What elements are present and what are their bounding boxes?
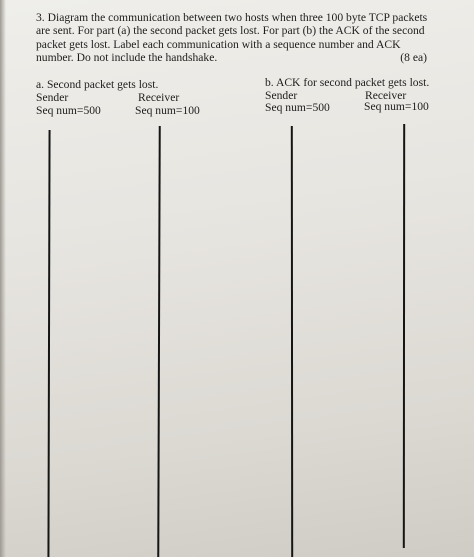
question-line-4 xyxy=(36,51,461,64)
part-b-sender-seq: Seq num=500 xyxy=(265,101,330,114)
part-a-sender-label: Sender xyxy=(36,91,69,104)
points-label: (8 ea) xyxy=(400,51,427,65)
part-a-receiver-label: Receiver xyxy=(138,91,180,104)
part-a-sender-seq: Seq num=500 xyxy=(36,104,101,117)
page-edge-shadow xyxy=(0,0,6,557)
part-a-receiver-timeline xyxy=(157,126,161,557)
question-line-4-text: number. Do not include the handshake. xyxy=(36,51,218,65)
question-text xyxy=(36,11,461,65)
part-b-receiver-timeline xyxy=(403,124,405,548)
part-b-sender-timeline xyxy=(291,126,293,557)
part-b-receiver-label: Receiver xyxy=(365,89,407,102)
question-line-3: packet gets lost. Label each communication with a sequence number and ACK xyxy=(36,37,401,51)
question-line-1: 3. Diagram the communication between two hosts when three 100 byte TCP packets xyxy=(36,11,428,24)
part-b-receiver-seq: Seq num=100 xyxy=(364,100,429,113)
part-a-sender-timeline xyxy=(47,130,50,557)
question-line-2: are sent. For part (a) the second packet gets lost. For part (b) the ACK of the second xyxy=(36,24,425,38)
part-b-title: b. ACK for second packet gets lost. xyxy=(265,76,430,89)
part-a-title: a. Second packet gets lost. xyxy=(36,78,159,91)
part-b-sender-label: Sender xyxy=(265,89,298,102)
part-a-receiver-seq: Seq num=100 xyxy=(135,104,200,117)
